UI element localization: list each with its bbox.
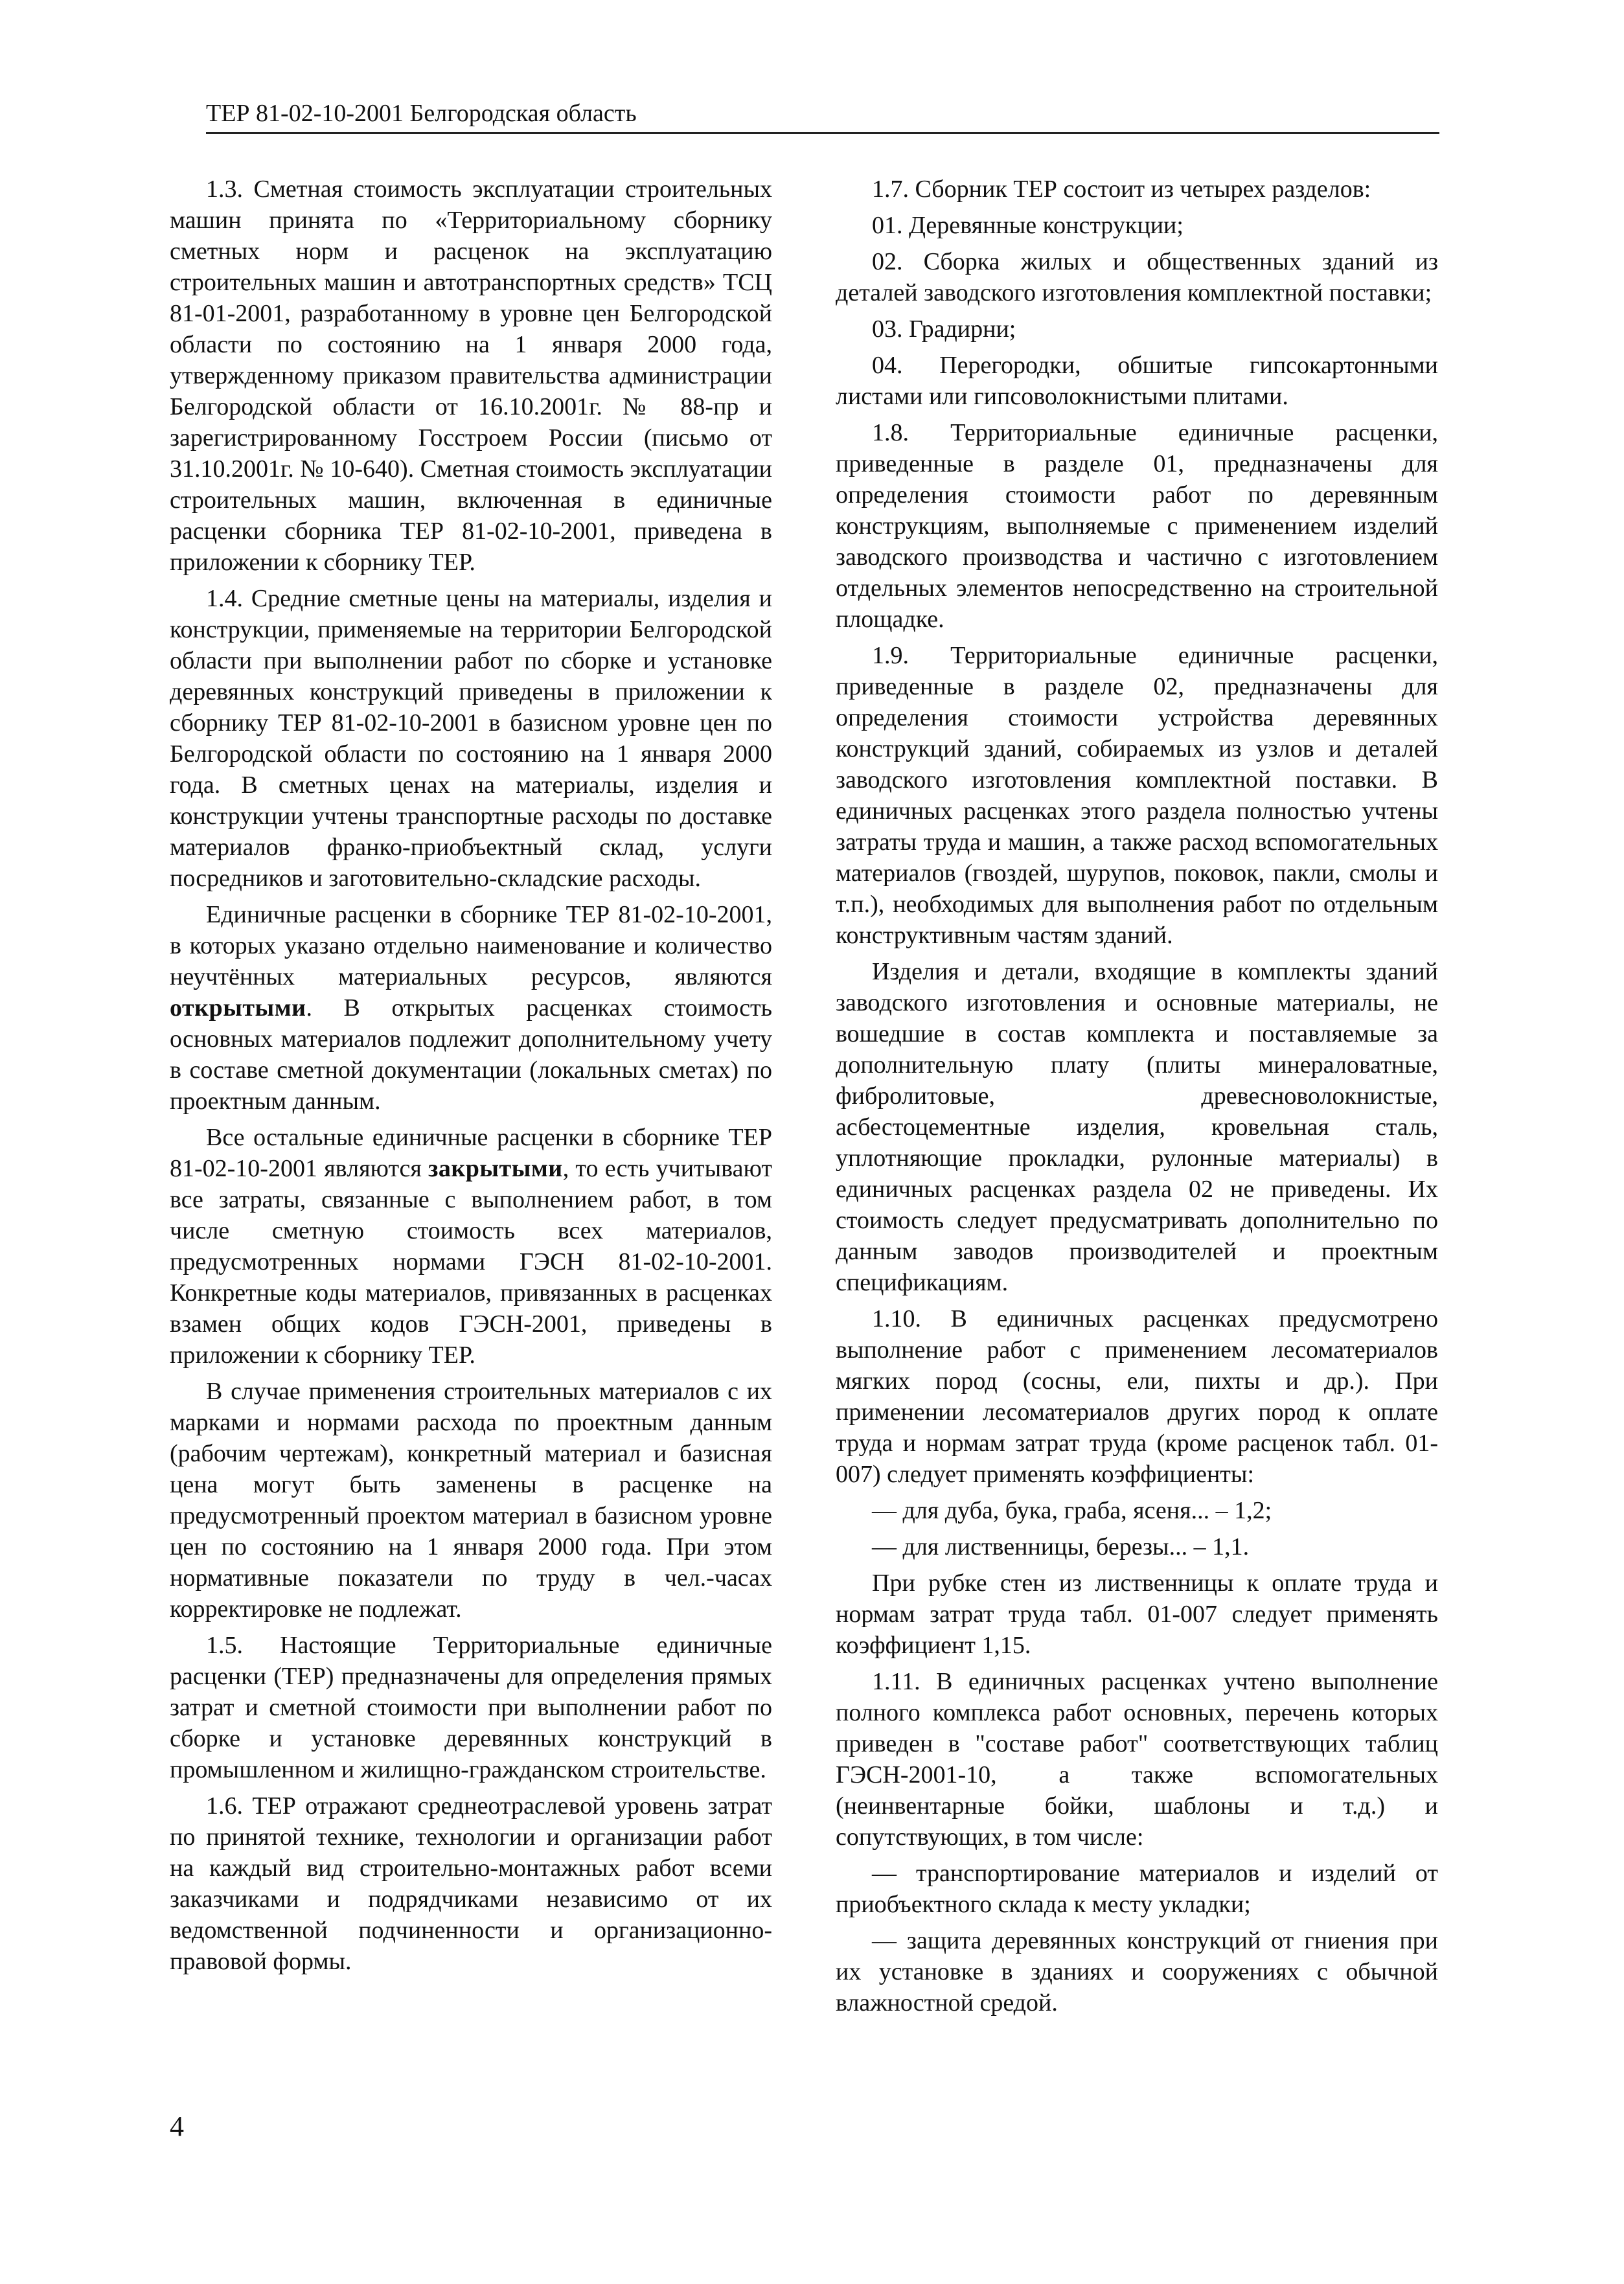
- section-01: 01. Деревянные конструкции;: [872, 212, 1184, 239]
- paragraph-open-rates: [170, 899, 772, 1117]
- paragraph-1-3: 1.3. Сметная стоимость эксплуатации строительных машин принята по «Территориальному сборнику сметных норм и расценок на эксплуатацию строительных машин и автотранспортных средств» ТСЦ 81-01-2001, разработанному в уровне цен Белгородской области по состоянию на 1 января 2000 года, утвержденному приказом правительства администрации Белгородской области от 16.10.2001г. № 88-пр и зарегистрированному Госстроем России (письмо от 31.10.2001г. № 10-640). Сметная стоимость эксплуатации строительных машин, включенная в единичные расценки сборника ТЕР 81-02-10-2001, приведена в приложении к сборнику ТЕР.: [170, 176, 772, 576]
- term-closed: закрытыми: [428, 1155, 563, 1182]
- paragraph-closed-rates-end: , то есть учитывают все затраты, связанные с выполнением работ, в том числе сметную стоимость всех материалов, предусмотренных нормами ГЭСН 81-02-10-2001. Конкретные коды материалов, привязанных в расценках взамен общих кодов ГЭСН-2001, приведены в приложении к сборнику ТЕР.: [170, 1155, 772, 1369]
- right-column: [836, 174, 1438, 2024]
- section-04: 04. Перегородки, обшитые гипсокартонными листами или гипсоволокнистыми плитами.: [836, 352, 1438, 410]
- coefficient-larch: — для лиственницы, березы... – 1,1.: [872, 1533, 1250, 1560]
- paragraph-1-11: 1.11. В единичных расценках учтено выполнение полного комплекса работ основных, перечень которых приведен в "составе работ" соответствующих таблиц ГЭСН-2001-10, а также вспомогательных (неинвентарные бойки, шаблоны и т.д.) и сопутствующих, в том числе:: [836, 1668, 1438, 1851]
- section-02: 02. Сборка жилых и общественных зданий из деталей заводского изготовления комплектной поставки;: [836, 248, 1438, 306]
- left-column: [170, 174, 772, 1982]
- paragraph-1-5: 1.5. Настоящие Территориальные единичные расценки (ТЕР) предназначены для определения прямых затрат и сметной стоимости при выполнении работ по сборке и установке деревянных конструкций в промышленном и жилищно-гражданском строительстве.: [170, 1632, 772, 1783]
- paragraph-open-rates-end: . В открытых расценках стоимость основных материалов подлежит дополнительному учету в составе сметной документации (локальных сметах) по проектным данным.: [170, 994, 772, 1115]
- section-03: 03. Градирни;: [872, 315, 1016, 343]
- paragraph-larch-walls: При рубке стен из лиственницы к оплате труда и нормам затрат труда табл. 01-007 следует применять коэффициент 1,15.: [836, 1570, 1438, 1659]
- paragraph-closed-rates-start: Все остальные единичные расценки в сборнике ТЕР 81-02-10-2001 являются: [170, 1124, 772, 1182]
- paragraph-material-replacement: В случае применения строительных материалов с их марками и нормами расхода по проектным данным (рабочим чертежам), конкретный материал и базисная цена могут быть заменены в расценке на предусмотренный проектом материал в базисном уровне цен по состоянию на 1 января 2000 года. При этом нормативные показатели по труду в чел.-часах корректировке не подлежат.: [170, 1378, 772, 1623]
- list-item-protection: — защита деревянных конструкций от гниения при их установке в зданиях и сооружениях с обычной влажностной средой.: [836, 1927, 1438, 2016]
- paragraph-1-10: 1.10. В единичных расценках предусмотрено выполнение работ с применением лесоматериалов мягких пород (сосны, ели, пихты и др.). При применении лесоматериалов других пород к оплате труда и нормам затрат труда (кроме расценок табл. 01-007) следует применять коэффициенты:: [836, 1305, 1438, 1488]
- paragraph-1-8: 1.8. Территориальные единичные расценки, приведенные в разделе 01, предназначены для определения стоимости работ по деревянным конструкциям, выполняемые с применением изделий заводского производства и частично с изготовлением отдельных элементов непосредственно на строительной площадке.: [836, 419, 1438, 633]
- paragraph-1-4: 1.4. Средние сметные цены на материалы, изделия и конструкции, применяемые на территории Белгородской области при выполнении работ по сборке и установке деревянных конструкций приведены в приложении к сборнику ТЕР 81-02-10-2001 в базисном уровне цен по Белгородской области по состоянию на 1 января 2000 года. В сметных ценах на материалы, изделия и конструкции учтены транспортные расходы по доставке материалов франко-приобъектный склад, услуги посредников и заготовительно-складские расходы.: [170, 585, 772, 892]
- paragraph-kit-details: Изделия и детали, входящие в комплекты зданий заводского изготовления и основные материалы, не вошедшие в состав комплекта и поставляемые за дополнительную плату (плиты минераловатные, фибролитовые, древесноволокнистые, асбестоцементные изделия, кровельная сталь, уплотняющие прокладки, рулонные материалы) в единичных расценках раздела 02 не приведены. Их стоимость следует предусматривать дополнительно по данным заводов производителей и проектным спецификациям.: [836, 958, 1438, 1296]
- page-number: 4: [170, 2110, 184, 2142]
- term-open: открытыми: [170, 994, 306, 1022]
- coefficient-oak: — для дуба, бука, граба, ясеня... – 1,2;: [872, 1497, 1272, 1524]
- running-header: ТЕР 81-02-10-2001 Белгородская область: [206, 100, 637, 127]
- paragraph-closed-rates: [170, 1122, 772, 1371]
- header-rule: [206, 132, 1439, 134]
- list-item-transport: — транспортирование материалов и изделий от приобъектного склада к месту укладки;: [836, 1860, 1438, 1918]
- paragraph-open-rates-start: Единичные расценки в сборнике ТЕР 81-02-10-2001, в которых указано отдельно наименование и количество неучтённых материальных ресурсов, являются: [170, 901, 772, 990]
- paragraph-1-6: 1.6. ТЕР отражают среднеотраслевой уровень затрат по принятой технике, технологии и организации работ на каждый вид строительно-монтажных работ всеми заказчиками и подрядчиками независимо от их ведомственной подчиненности и организационно-правовой формы.: [170, 1792, 772, 1975]
- paragraph-1-9: 1.9. Территориальные единичные расценки, приведенные в разделе 02, предназначены для определения стоимости устройства деревянных конструкций зданий, собираемых из узлов и деталей заводского изготовления комплектной поставки. В единичных расценках этого раздела полностью учтены затраты труда и машин, а также расход вспомогательных материалов (гвоздей, шурупов, поковок, пакли, смолы и т.п.), необходимых для выполнения работ по отдельным конструктивным частям зданий.: [836, 642, 1438, 949]
- paragraph-1-7: 1.7. Сборник ТЕР состоит из четырех разделов:: [872, 176, 1371, 203]
